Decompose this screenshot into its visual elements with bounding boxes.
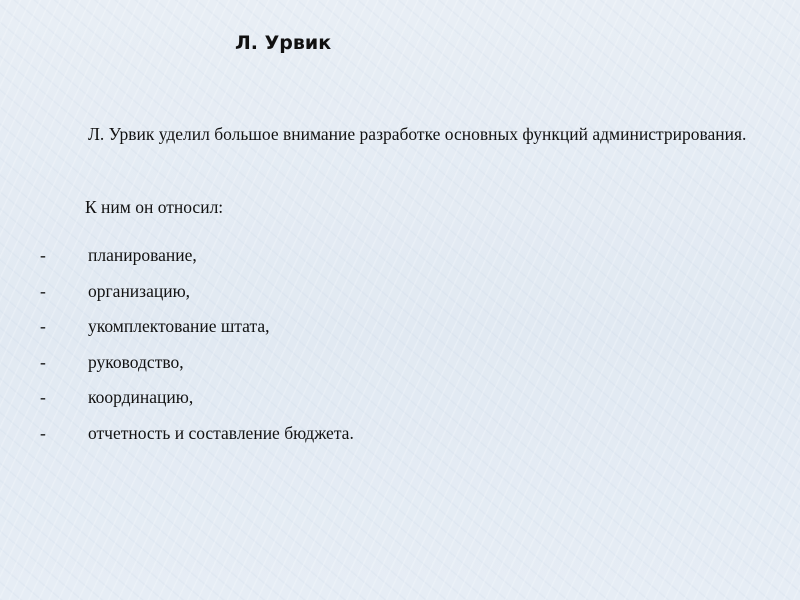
function-label: отчетность и составление бюджета. — [88, 422, 354, 443]
functions-intro: К ним он относил: — [85, 197, 224, 217]
bullet-dash: - — [40, 387, 46, 407]
bullet-dash: - — [40, 316, 46, 336]
function-label: укомплектование штата, — [88, 316, 270, 336]
slide-title: Л. Урвик — [235, 32, 332, 54]
bullet-dash: - — [40, 280, 46, 301]
function-label: организацию, — [88, 280, 191, 301]
function-label: планирование, — [88, 245, 197, 265]
bullet-dash: - — [40, 245, 46, 265]
function-label: руководство, — [88, 351, 184, 372]
function-label: координацию, — [88, 387, 194, 407]
intro-paragraph: Л. Урвик уделил большое внимание разработке основных функций администрирования. — [88, 124, 747, 144]
bullet-dash: - — [40, 351, 46, 372]
bullet-dash: - — [40, 422, 46, 443]
